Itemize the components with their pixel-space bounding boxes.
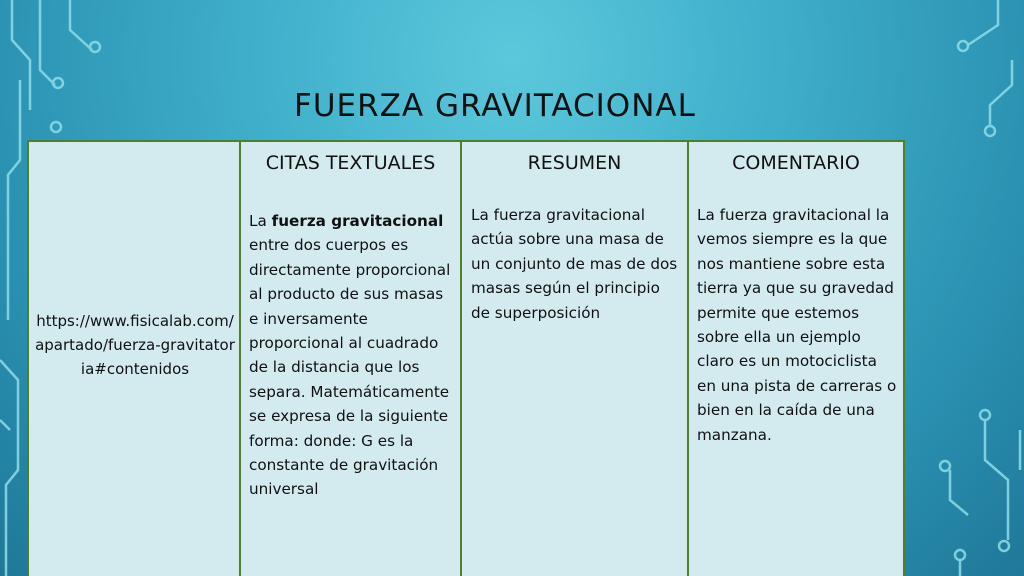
resumen-text: La fuerza gravitacional actúa sobre una masa de un conjunto de mas de dos masas según el principio de superposición: [471, 206, 678, 322]
resumen-cell: [462, 142, 687, 576]
citas-text-bold: fuerza gravitacional: [271, 212, 444, 230]
citas-text: [249, 209, 456, 502]
source-link[interactable]: https://www.fisicalab.com/apartado/fuerza-gravitatoria#contenidos: [35, 312, 235, 378]
content-table: [27, 140, 905, 576]
citas-text-post: entre dos cuerpos es directamente proporcional al producto de sus masas e inversamente proporcional al cuadrado de la distancia que los separa. Matemáticamente se expresa de la siguiente forma: donde: G es la constante de gravitación universal: [249, 236, 451, 499]
citas-cell: [241, 142, 460, 576]
resumen-header: RESUMEN: [527, 152, 622, 174]
page-title: FUERZA GRAVITACIONAL: [294, 88, 696, 124]
comentario-header: COMENTARIO: [732, 152, 860, 174]
citas-header: CITAS TEXTUALES: [265, 152, 436, 174]
comentario-text: La fuerza gravitacional la vemos siempre es la que nos mantiene sobre esta tierra ya que su gravedad permite que estemos sobre ella un ejemplo claro es un motociclista en una pista de carreras o bien en la caída de una manzana.: [697, 206, 897, 444]
citas-text-pre: La: [249, 212, 272, 230]
source-cell: [29, 142, 239, 576]
comentario-cell: [689, 142, 903, 576]
